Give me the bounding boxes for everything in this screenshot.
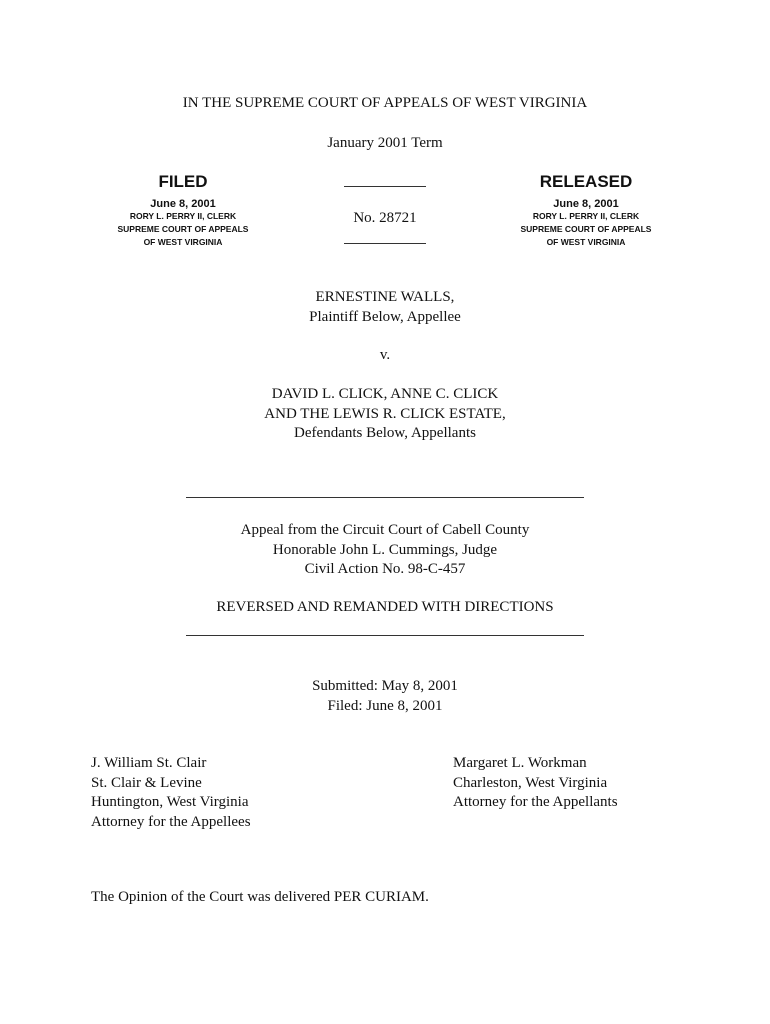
versus: v. (379, 347, 391, 363)
filed-date: June 8, 2001 (150, 198, 216, 210)
plaintiff-block (0, 288, 770, 327)
appeal-block (0, 521, 770, 580)
dates-block (0, 677, 770, 716)
appeal-civil-action: Civil Action No. 98-C-457 (304, 561, 466, 577)
released-court-line2: OF WEST VIRGINIA (546, 237, 626, 247)
plaintiff-role: Plaintiff Below, Appellee (309, 308, 461, 325)
opinion-line: The Opinion of the Court was delivered PER CURIAM. (91, 889, 429, 905)
case-number-top-rule (344, 186, 426, 187)
separator-rule-2 (186, 635, 584, 636)
appellees-counsel-role: Attorney for the Appellees (91, 813, 251, 830)
released-clerk: RORY L. PERRY II, CLERK (532, 211, 640, 221)
defendants-block (0, 385, 770, 444)
appeal-from: Appeal from the Circuit Court of Cabell County (240, 522, 530, 538)
disposition: REVERSED AND REMANDED WITH DIRECTIONS (216, 599, 554, 615)
court-heading: IN THE SUPREME COURT OF APPEALS OF WEST VIRGINIA (182, 95, 588, 111)
case-number-bottom-rule (344, 243, 426, 244)
plaintiff-name: ERNESTINE WALLS, (315, 289, 455, 305)
appellees-counsel-name: J. William St. Clair (91, 755, 207, 771)
term-line: January 2001 Term (327, 135, 443, 151)
filed-label: FILED (158, 172, 208, 191)
released-stamp (511, 172, 661, 249)
defendants-line2: AND THE LEWIS R. CLICK ESTATE, (264, 405, 506, 422)
filed-court-line2: OF WEST VIRGINIA (143, 237, 223, 247)
appellants-counsel-name: Margaret L. Workman (453, 755, 587, 771)
appellees-counsel-city: Huntington, West Virginia (91, 794, 249, 810)
appellees-counsel (91, 754, 251, 832)
separator-rule-1 (186, 497, 584, 498)
released-date: June 8, 2001 (553, 198, 619, 210)
released-court-line1: SUPREME COURT OF APPEALS (520, 224, 652, 234)
case-number: No. 28721 (353, 210, 417, 226)
defendants-role: Defendants Below, Appellants (294, 425, 476, 441)
appellants-counsel (453, 754, 618, 813)
filed-date-line: Filed: June 8, 2001 (327, 697, 443, 714)
appellants-counsel-city: Charleston, West Virginia (453, 774, 608, 791)
defendants-line1: DAVID L. CLICK, ANNE C. CLICK (271, 386, 499, 402)
filed-court-line1: SUPREME COURT OF APPEALS (117, 224, 249, 234)
appeal-judge: Honorable John L. Cummings, Judge (272, 541, 498, 558)
submitted-date: Submitted: May 8, 2001 (312, 678, 458, 694)
appellants-counsel-role: Attorney for the Appellants (453, 794, 618, 810)
released-label: RELEASED (539, 172, 633, 191)
appellees-counsel-firm: St. Clair & Levine (91, 774, 202, 791)
filed-clerk: RORY L. PERRY II, CLERK (129, 211, 237, 221)
